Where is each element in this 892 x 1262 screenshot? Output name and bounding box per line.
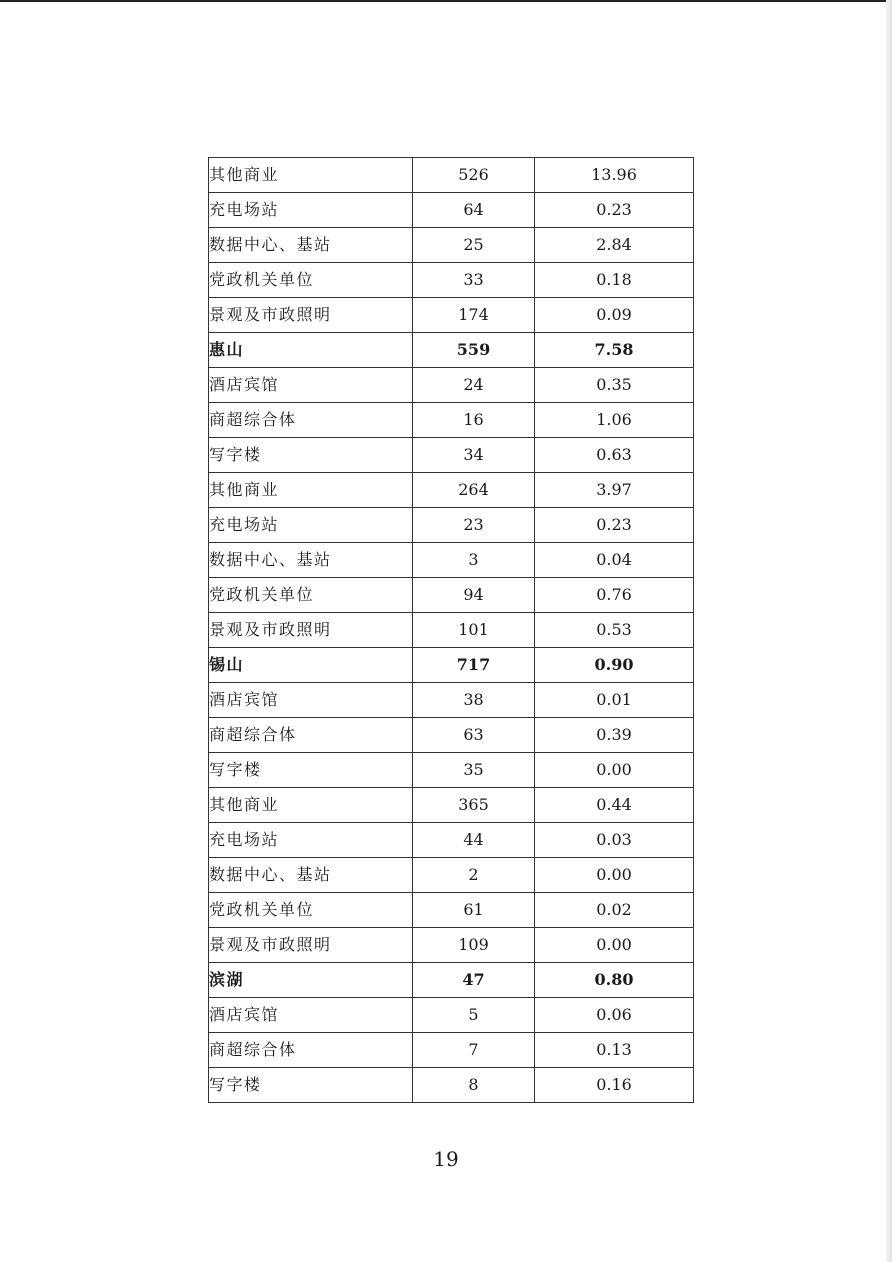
cell-name: 写字楼 <box>209 1068 413 1103</box>
cell-value: 0.44 <box>535 788 694 823</box>
cell-count: 38 <box>413 683 535 718</box>
cell-count: 365 <box>413 788 535 823</box>
cell-name: 酒店宾馆 <box>209 683 413 718</box>
cell-name: 其他商业 <box>209 473 413 508</box>
cell-count: 2 <box>413 858 535 893</box>
cell-count: 7 <box>413 1033 535 1068</box>
cell-count: 717 <box>413 648 535 683</box>
cell-value: 0.53 <box>535 613 694 648</box>
cell-name: 惠山 <box>209 333 413 368</box>
cell-value: 13.96 <box>535 158 694 193</box>
cell-count: 47 <box>413 963 535 998</box>
cell-value: 0.39 <box>535 718 694 753</box>
cell-value: 0.23 <box>535 193 694 228</box>
cell-name: 其他商业 <box>209 158 413 193</box>
cell-count: 174 <box>413 298 535 333</box>
cell-name: 景观及市政照明 <box>209 298 413 333</box>
cell-value: 0.16 <box>535 1068 694 1103</box>
table-row <box>209 403 694 438</box>
cell-value: 0.35 <box>535 368 694 403</box>
cell-count: 109 <box>413 928 535 963</box>
cell-count: 35 <box>413 753 535 788</box>
cell-name: 数据中心、基站 <box>209 543 413 578</box>
cell-name: 党政机关单位 <box>209 263 413 298</box>
table-row <box>209 893 694 928</box>
cell-count: 559 <box>413 333 535 368</box>
cell-value: 0.13 <box>535 1033 694 1068</box>
cell-name: 酒店宾馆 <box>209 998 413 1033</box>
cell-name: 锡山 <box>209 648 413 683</box>
cell-value: 0.18 <box>535 263 694 298</box>
page-top-rule <box>0 0 892 2</box>
cell-count: 101 <box>413 613 535 648</box>
cell-count: 94 <box>413 578 535 613</box>
table-row-district <box>209 963 694 998</box>
table-row <box>209 578 694 613</box>
cell-value: 0.01 <box>535 683 694 718</box>
cell-count: 34 <box>413 438 535 473</box>
cell-value: 0.04 <box>535 543 694 578</box>
cell-count: 44 <box>413 823 535 858</box>
cell-count: 23 <box>413 508 535 543</box>
data-table <box>208 157 694 1103</box>
cell-value: 0.00 <box>535 928 694 963</box>
table-row <box>209 473 694 508</box>
table-row <box>209 193 694 228</box>
page-number: 19 <box>433 1147 459 1171</box>
table-row <box>209 1033 694 1068</box>
table-row <box>209 263 694 298</box>
table-row <box>209 788 694 823</box>
table-row <box>209 158 694 193</box>
cell-name: 滨湖 <box>209 963 413 998</box>
cell-name: 景观及市政照明 <box>209 613 413 648</box>
cell-count: 16 <box>413 403 535 438</box>
cell-value: 0.09 <box>535 298 694 333</box>
table-row <box>209 683 694 718</box>
cell-count: 3 <box>413 543 535 578</box>
cell-count: 63 <box>413 718 535 753</box>
cell-name: 数据中心、基站 <box>209 858 413 893</box>
cell-name: 写字楼 <box>209 438 413 473</box>
table-row <box>209 368 694 403</box>
cell-value: 3.97 <box>535 473 694 508</box>
cell-value: 0.03 <box>535 823 694 858</box>
cell-value: 0.02 <box>535 893 694 928</box>
table-row-district <box>209 648 694 683</box>
cell-count: 264 <box>413 473 535 508</box>
table-row <box>209 228 694 263</box>
table-row <box>209 543 694 578</box>
cell-name: 酒店宾馆 <box>209 368 413 403</box>
table-row <box>209 823 694 858</box>
table-body <box>209 158 694 1103</box>
cell-name: 商超综合体 <box>209 403 413 438</box>
table-row <box>209 718 694 753</box>
cell-name: 商超综合体 <box>209 1033 413 1068</box>
cell-count: 25 <box>413 228 535 263</box>
cell-count: 61 <box>413 893 535 928</box>
table-row <box>209 928 694 963</box>
page-edge-shadow <box>886 0 892 1262</box>
table-row <box>209 858 694 893</box>
cell-value: 2.84 <box>535 228 694 263</box>
cell-value: 0.90 <box>535 648 694 683</box>
cell-value: 0.63 <box>535 438 694 473</box>
cell-count: 526 <box>413 158 535 193</box>
cell-name: 景观及市政照明 <box>209 928 413 963</box>
cell-count: 33 <box>413 263 535 298</box>
cell-value: 7.58 <box>535 333 694 368</box>
cell-value: 0.76 <box>535 578 694 613</box>
table-row <box>209 508 694 543</box>
cell-value: 0.00 <box>535 753 694 788</box>
cell-name: 数据中心、基站 <box>209 228 413 263</box>
cell-name: 充电场站 <box>209 193 413 228</box>
table-row <box>209 298 694 333</box>
cell-name: 写字楼 <box>209 753 413 788</box>
table-row <box>209 998 694 1033</box>
table-row <box>209 753 694 788</box>
table-row <box>209 613 694 648</box>
cell-name: 商超综合体 <box>209 718 413 753</box>
cell-value: 0.80 <box>535 963 694 998</box>
cell-count: 8 <box>413 1068 535 1103</box>
cell-name: 充电场站 <box>209 508 413 543</box>
cell-name: 其他商业 <box>209 788 413 823</box>
table-row <box>209 438 694 473</box>
cell-value: 1.06 <box>535 403 694 438</box>
cell-count: 64 <box>413 193 535 228</box>
cell-count: 5 <box>413 998 535 1033</box>
cell-name: 充电场站 <box>209 823 413 858</box>
cell-name: 党政机关单位 <box>209 893 413 928</box>
table-row-district <box>209 333 694 368</box>
cell-name: 党政机关单位 <box>209 578 413 613</box>
cell-value: 0.06 <box>535 998 694 1033</box>
table-row <box>209 1068 694 1103</box>
cell-value: 0.23 <box>535 508 694 543</box>
cell-value: 0.00 <box>535 858 694 893</box>
cell-count: 24 <box>413 368 535 403</box>
